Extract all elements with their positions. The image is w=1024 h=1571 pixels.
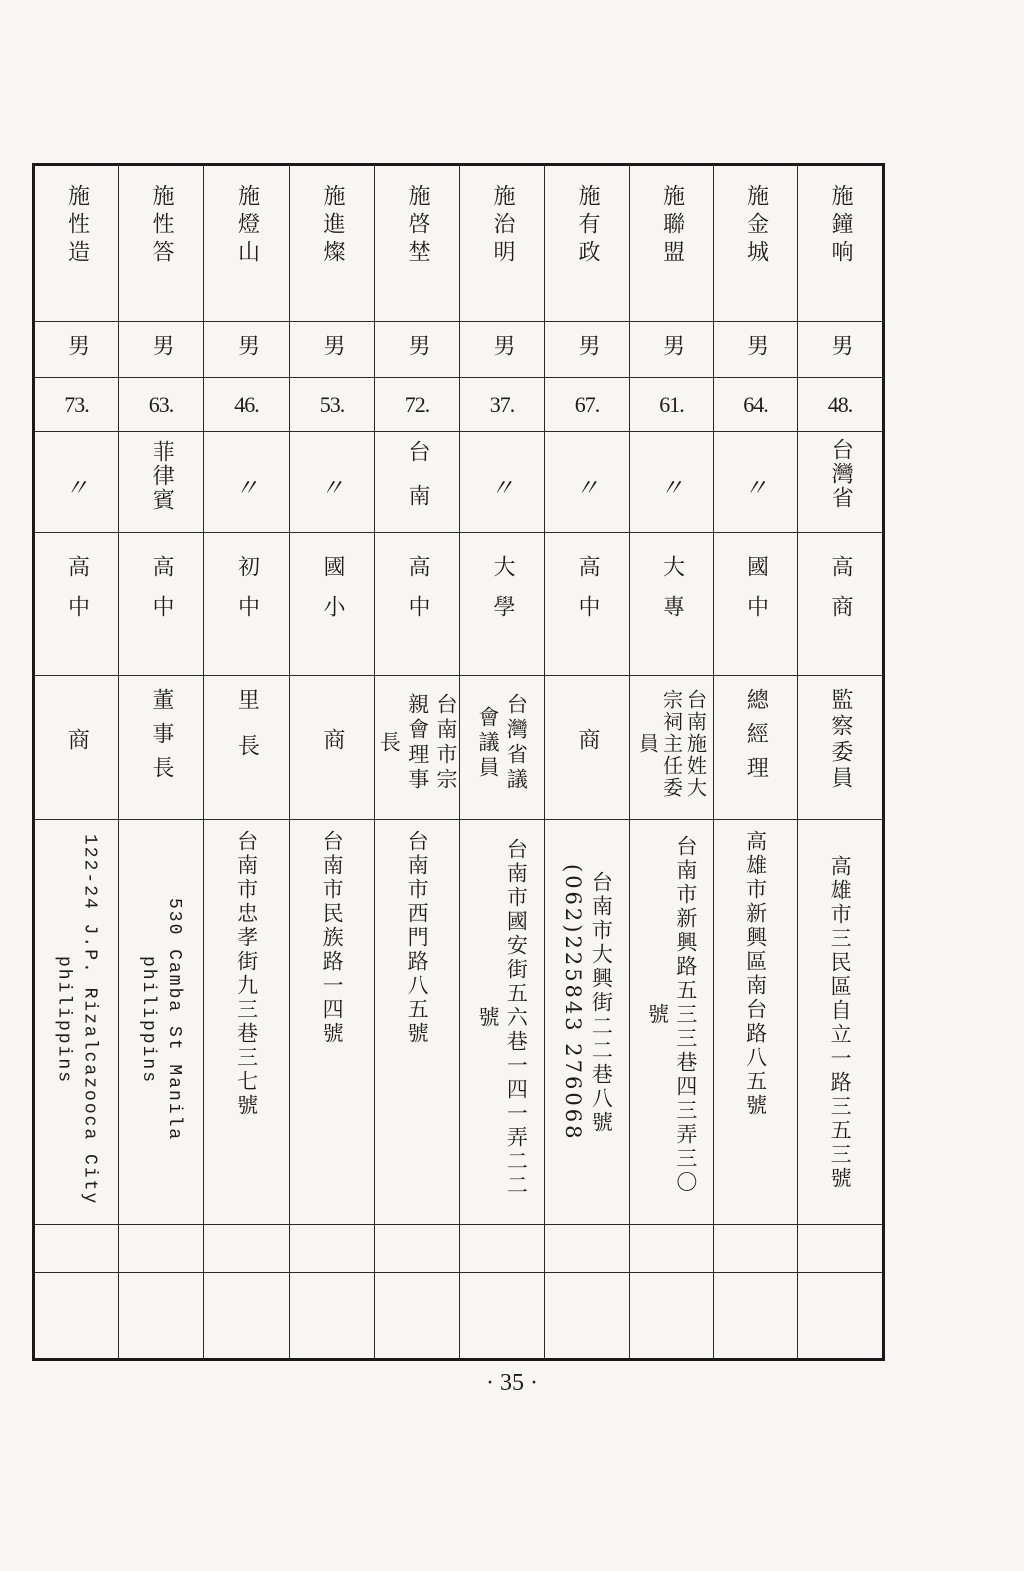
blank-cell [630,1273,714,1360]
sex-cell: 男 [630,322,714,378]
age-cell: 64. [714,378,798,432]
name-cell: 施燈山 [204,165,290,322]
education-row [34,533,884,676]
sex-cell: 男 [290,322,375,378]
occupation-cell: 台南市宗親會理事長 [375,676,460,820]
name-cell: 施鐘响 [798,165,884,322]
page-number: · 35 · [486,1370,538,1396]
sex-cell: 男 [545,322,630,378]
origin-cell: 菲律賓 [119,432,204,533]
education-cell: 高中 [375,533,460,676]
blank-cell [119,1273,204,1360]
origin-cell: 〃 [545,432,630,533]
sex-row [34,322,884,378]
address-cell: 台南市民族路一四號 [290,820,375,1225]
blank-row [34,1273,884,1360]
blank-cell [204,1225,290,1273]
age-cell: 53. [290,378,375,432]
education-cell: 高商 [798,533,884,676]
origin-cell: 〃 [204,432,290,533]
blank-cell [290,1225,375,1273]
education-cell: 國小 [290,533,375,676]
address-cell: 台南市忠孝街九三巷三七號 [204,820,290,1225]
education-cell: 初中 [204,533,290,676]
address-row [34,820,884,1225]
education-cell: 高中 [119,533,204,676]
occupation-row [34,676,884,820]
origin-row [34,432,884,533]
blank-cell [34,1225,119,1273]
sex-cell: 男 [714,322,798,378]
blank-cell [714,1225,798,1273]
sex-cell: 男 [375,322,460,378]
blank-cell [460,1225,545,1273]
sex-cell: 男 [119,322,204,378]
age-cell: 73. [34,378,119,432]
origin-cell: 台南 [375,432,460,533]
blank-cell [290,1273,375,1360]
age-row [34,378,884,432]
blank-cell [119,1225,204,1273]
name-cell: 施聯盟 [630,165,714,322]
education-cell: 高中 [545,533,630,676]
blank-cell [798,1273,884,1360]
education-cell: 國中 [714,533,798,676]
age-cell: 37. [460,378,545,432]
age-cell: 61. [630,378,714,432]
name-cell: 施金城 [714,165,798,322]
sex-cell: 男 [460,322,545,378]
address-cell: 台南市西門路八五號 [375,820,460,1225]
blank-cell [545,1225,630,1273]
occupation-cell: 監察委員 [798,676,884,820]
blank-cell [375,1225,460,1273]
blank-cell [714,1273,798,1360]
occupation-cell: 總經理 [714,676,798,820]
name-cell: 施有政 [545,165,630,322]
name-cell: 施啓埜 [375,165,460,322]
address-cell: 台南市新興路五三三巷四三弄三〇號 [630,820,714,1225]
blank-cell [545,1273,630,1360]
name-cell: 施治明 [460,165,545,322]
sex-cell: 男 [34,322,119,378]
occupation-cell: 台灣省議會議員 [460,676,545,820]
age-cell: 46. [204,378,290,432]
blank-cell [34,1273,119,1360]
origin-cell: 〃 [460,432,545,533]
age-cell: 72. [375,378,460,432]
address-cell: 台南市國安街五六巷一四一弄二二號 [460,820,545,1225]
name-cell: 施性造 [34,165,119,322]
blank-cell [798,1225,884,1273]
address-cell: 高雄市新興區南台路八五號 [714,820,798,1225]
address-cell: 台南市大興街二二巷八號(062)225843 276068 [545,820,630,1225]
origin-cell: 〃 [290,432,375,533]
blank-row [34,1225,884,1273]
origin-cell: 〃 [714,432,798,533]
origin-cell: 〃 [630,432,714,533]
age-cell: 63. [119,378,204,432]
occupation-cell: 商 [34,676,119,820]
address-cell: 530 Camba St Manila philippins [119,820,204,1225]
name-cell: 施性答 [119,165,204,322]
blank-cell [375,1273,460,1360]
blank-cell [630,1225,714,1273]
address-cell: 122-24 J.P. Rizalcazooca City philippins [34,820,119,1225]
education-cell: 大學 [460,533,545,676]
occupation-cell: 董事長 [119,676,204,820]
address-cell: 高雄市三民區自立一路三五三號 [798,820,884,1225]
member-register-table [32,163,885,1361]
occupation-cell: 商 [290,676,375,820]
occupation-cell: 台南施姓大宗祠主任委員 [630,676,714,820]
sex-cell: 男 [798,322,884,378]
age-cell: 67. [545,378,630,432]
education-cell: 大專 [630,533,714,676]
blank-cell [204,1273,290,1360]
name-cell: 施進燦 [290,165,375,322]
education-cell: 高中 [34,533,119,676]
name-row [34,165,884,322]
sex-cell: 男 [204,322,290,378]
age-cell: 48. [798,378,884,432]
origin-cell: 台灣省 [798,432,884,533]
occupation-cell: 商 [545,676,630,820]
origin-cell: 〃 [34,432,119,533]
occupation-cell: 里長 [204,676,290,820]
blank-cell [460,1273,545,1360]
